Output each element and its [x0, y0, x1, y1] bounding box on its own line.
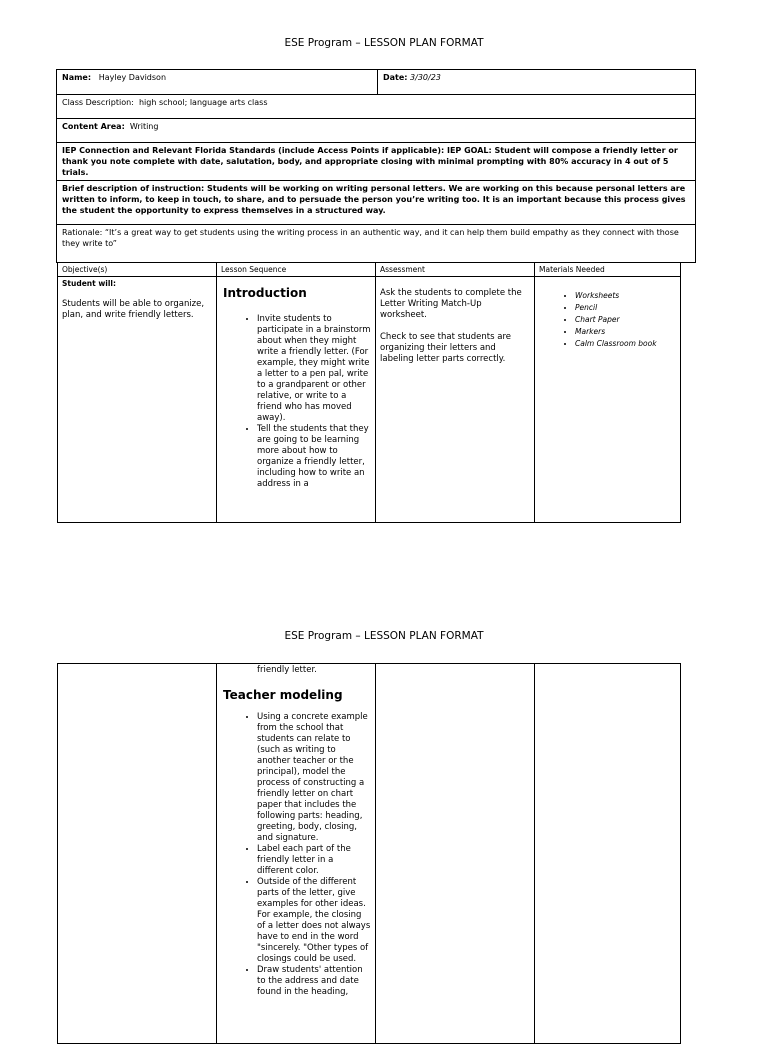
objective-label: Student will:: [62, 279, 116, 288]
material-item: • Markers: [575, 326, 676, 338]
lesson-plan-table: [57, 262, 681, 523]
header-assessment: Assessment: [376, 263, 535, 277]
teacher-modeling-heading: Teacher modeling: [223, 688, 343, 702]
class-value: high school; language arts class: [138, 98, 268, 107]
rationale-value: “It’s a great way to get students using the writing process in an authentic way, and it can help them build empathy as they connect with those they write to”: [62, 228, 679, 248]
material-item: • Pencil: [575, 302, 676, 314]
assessment-cell: [376, 277, 535, 523]
assessment-text-1: Ask the students to complete the Letter Writing Match-Up worksheet.: [380, 288, 522, 320]
list-item: • Tell the students that they are going to be learning more about how to organize a friendly letter, including how to write an address in a: [257, 424, 371, 490]
name-cell: [57, 70, 378, 95]
content-value: Writing: [129, 122, 159, 131]
header-lesson-sequence: Lesson Sequence: [217, 263, 376, 277]
name-label: Name:: [62, 73, 92, 82]
page-2-title: ESE Program – LESSON PLAN FORMAT: [284, 630, 484, 642]
list-item: • Draw students' attention to the address and date found in the heading,: [257, 965, 371, 998]
iep-label: IEP Connection and Relevant Florida Standards (include Access Points if applicable):: [62, 146, 445, 155]
date-cell: [378, 70, 696, 95]
list-item: • Outside of the different parts of the letter, give examples for other ideas. For example, the closing of a letter does not always have to end in the word "sincerely. "Other types of closings could be used.: [257, 877, 371, 965]
brief-label: Brief description of instruction:: [62, 184, 205, 193]
class-description-cell: [57, 95, 696, 119]
list-item: • Invite students to participate in a brainstorm about when they might write a friendly letter. (For example, they might write a letter to a pen pal, write to a grandparent or other relative, or write to a friend who has moved away).: [257, 314, 371, 424]
content-area-cell: [57, 119, 696, 143]
teacher-modeling-list: [221, 712, 371, 998]
list-item: • Using a concrete example from the school that students can relate to (such as writing to another teacher or the principal), model the process of constructing a friendly letter on chart paper that includes the following parts: heading, greeting, body, closing, and signature.: [257, 712, 371, 844]
objective-cell: [58, 277, 217, 523]
lesson-sequence-cell: [217, 277, 376, 523]
objective-text: Students will be able to organize, plan, and write friendly letters.: [62, 299, 205, 320]
assessment-cell-continued: [376, 664, 535, 1044]
material-item: • Calm Classroom book: [575, 338, 676, 350]
continuation-text: friendly letter.: [257, 665, 317, 675]
material-item: • Chart Paper: [575, 314, 676, 326]
material-item: • Worksheets: [575, 290, 676, 302]
materials-cell-continued: [535, 664, 681, 1044]
lesson-sequence-cell-continued: [217, 664, 376, 1044]
materials-cell: [535, 277, 681, 523]
iep-value: IEP GOAL: Student will compose a friendly letter or thank you note complete with date, salutation, body, and appropriate closing with minimal prompting with 80% accuracy in 4 out of 5 trials.: [62, 146, 678, 177]
introduction-list: [221, 314, 371, 490]
assessment-text-2: Check to see that students are organizing their letters and labeling letter parts correctly.: [380, 332, 512, 364]
introduction-heading: Introduction: [223, 286, 307, 300]
header-objectives: Objective(s): [58, 263, 217, 277]
lesson-plan-table-continued: [57, 663, 681, 1044]
page-title: ESE Program – LESSON PLAN FORMAT: [284, 37, 484, 49]
date-value: 3/30/23: [410, 73, 441, 82]
lesson-info-table: [56, 69, 696, 263]
objective-cell-continued: [58, 664, 217, 1044]
header-materials: Materials Needed: [535, 263, 681, 277]
materials-list: [539, 290, 676, 350]
rationale-label: Rationale:: [62, 228, 103, 237]
rationale-cell: [57, 225, 696, 263]
date-label: Date:: [383, 73, 408, 82]
class-label: Class Description:: [62, 98, 134, 107]
brief-description-cell: [57, 181, 696, 225]
list-item: • Label each part of the friendly letter in a different color.: [257, 844, 371, 877]
name-value: Hayley Davidson: [98, 73, 167, 82]
content-label: Content Area:: [62, 122, 125, 131]
brief-value: Students will be working on writing personal letters. We are working on this because personal letters are written to inform, to keep in touch, to share, and to persuade the person you’re writing too. It is an important because this process gives the student the opportunity to express themselves in a structured way.: [62, 184, 686, 215]
iep-cell: [57, 143, 696, 181]
